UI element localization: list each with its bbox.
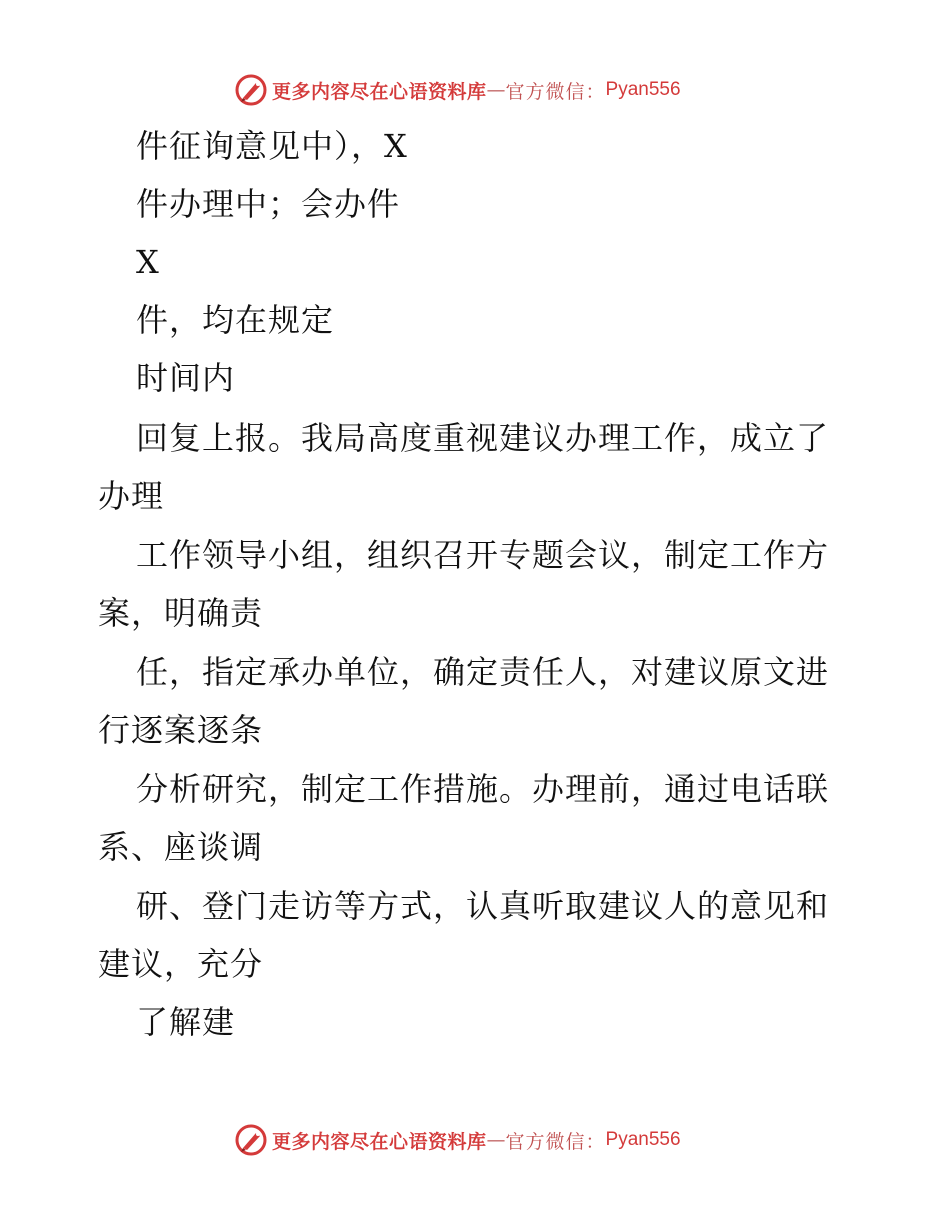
- text-line: 任，指定承办单位，确定责任人，对建议原文进: [136, 653, 830, 691]
- text-line: 工作领导小组，组织召开专题会议，制定工作方: [136, 536, 830, 574]
- text-line: 行逐案逐条: [98, 711, 264, 749]
- text-line: 件征询意见中），X: [136, 127, 408, 165]
- watermark-dash: —: [486, 1129, 506, 1151]
- text-line: 分析研究，制定工作措施。办理前，通过电话联: [136, 770, 830, 808]
- watermark-dash: —: [486, 79, 506, 101]
- footer-watermark: [234, 1122, 681, 1158]
- text-line: 系、座谈调: [98, 828, 264, 866]
- text-line: 件办理中；会办件: [136, 185, 401, 223]
- text-line: 建议，充分: [98, 945, 264, 983]
- watermark-id: Pyan556: [605, 79, 681, 100]
- text-line: 研、登门走访等方式，认真听取建议人的意见和: [136, 887, 830, 925]
- pen-logo-icon: [234, 1123, 268, 1157]
- watermark-sub: 官方微信：: [505, 1130, 606, 1153]
- text-line: 案，明确责: [98, 594, 264, 632]
- watermark-sub: 官方微信：: [505, 80, 606, 103]
- text-line: 回复上报。我局高度重视建议办理工作，成立了: [136, 419, 830, 457]
- text-line: 了解建: [136, 1003, 236, 1041]
- text-line: 件，均在规定: [136, 301, 335, 339]
- watermark-brand: 更多内容尽在心语资料库: [272, 1130, 487, 1153]
- watermark-id: Pyan556: [605, 1129, 681, 1150]
- text-line: X: [136, 243, 160, 281]
- text-line: 时间内: [136, 359, 236, 397]
- text-line: 办理: [98, 477, 165, 515]
- watermark-brand: 更多内容尽在心语资料库: [272, 80, 487, 103]
